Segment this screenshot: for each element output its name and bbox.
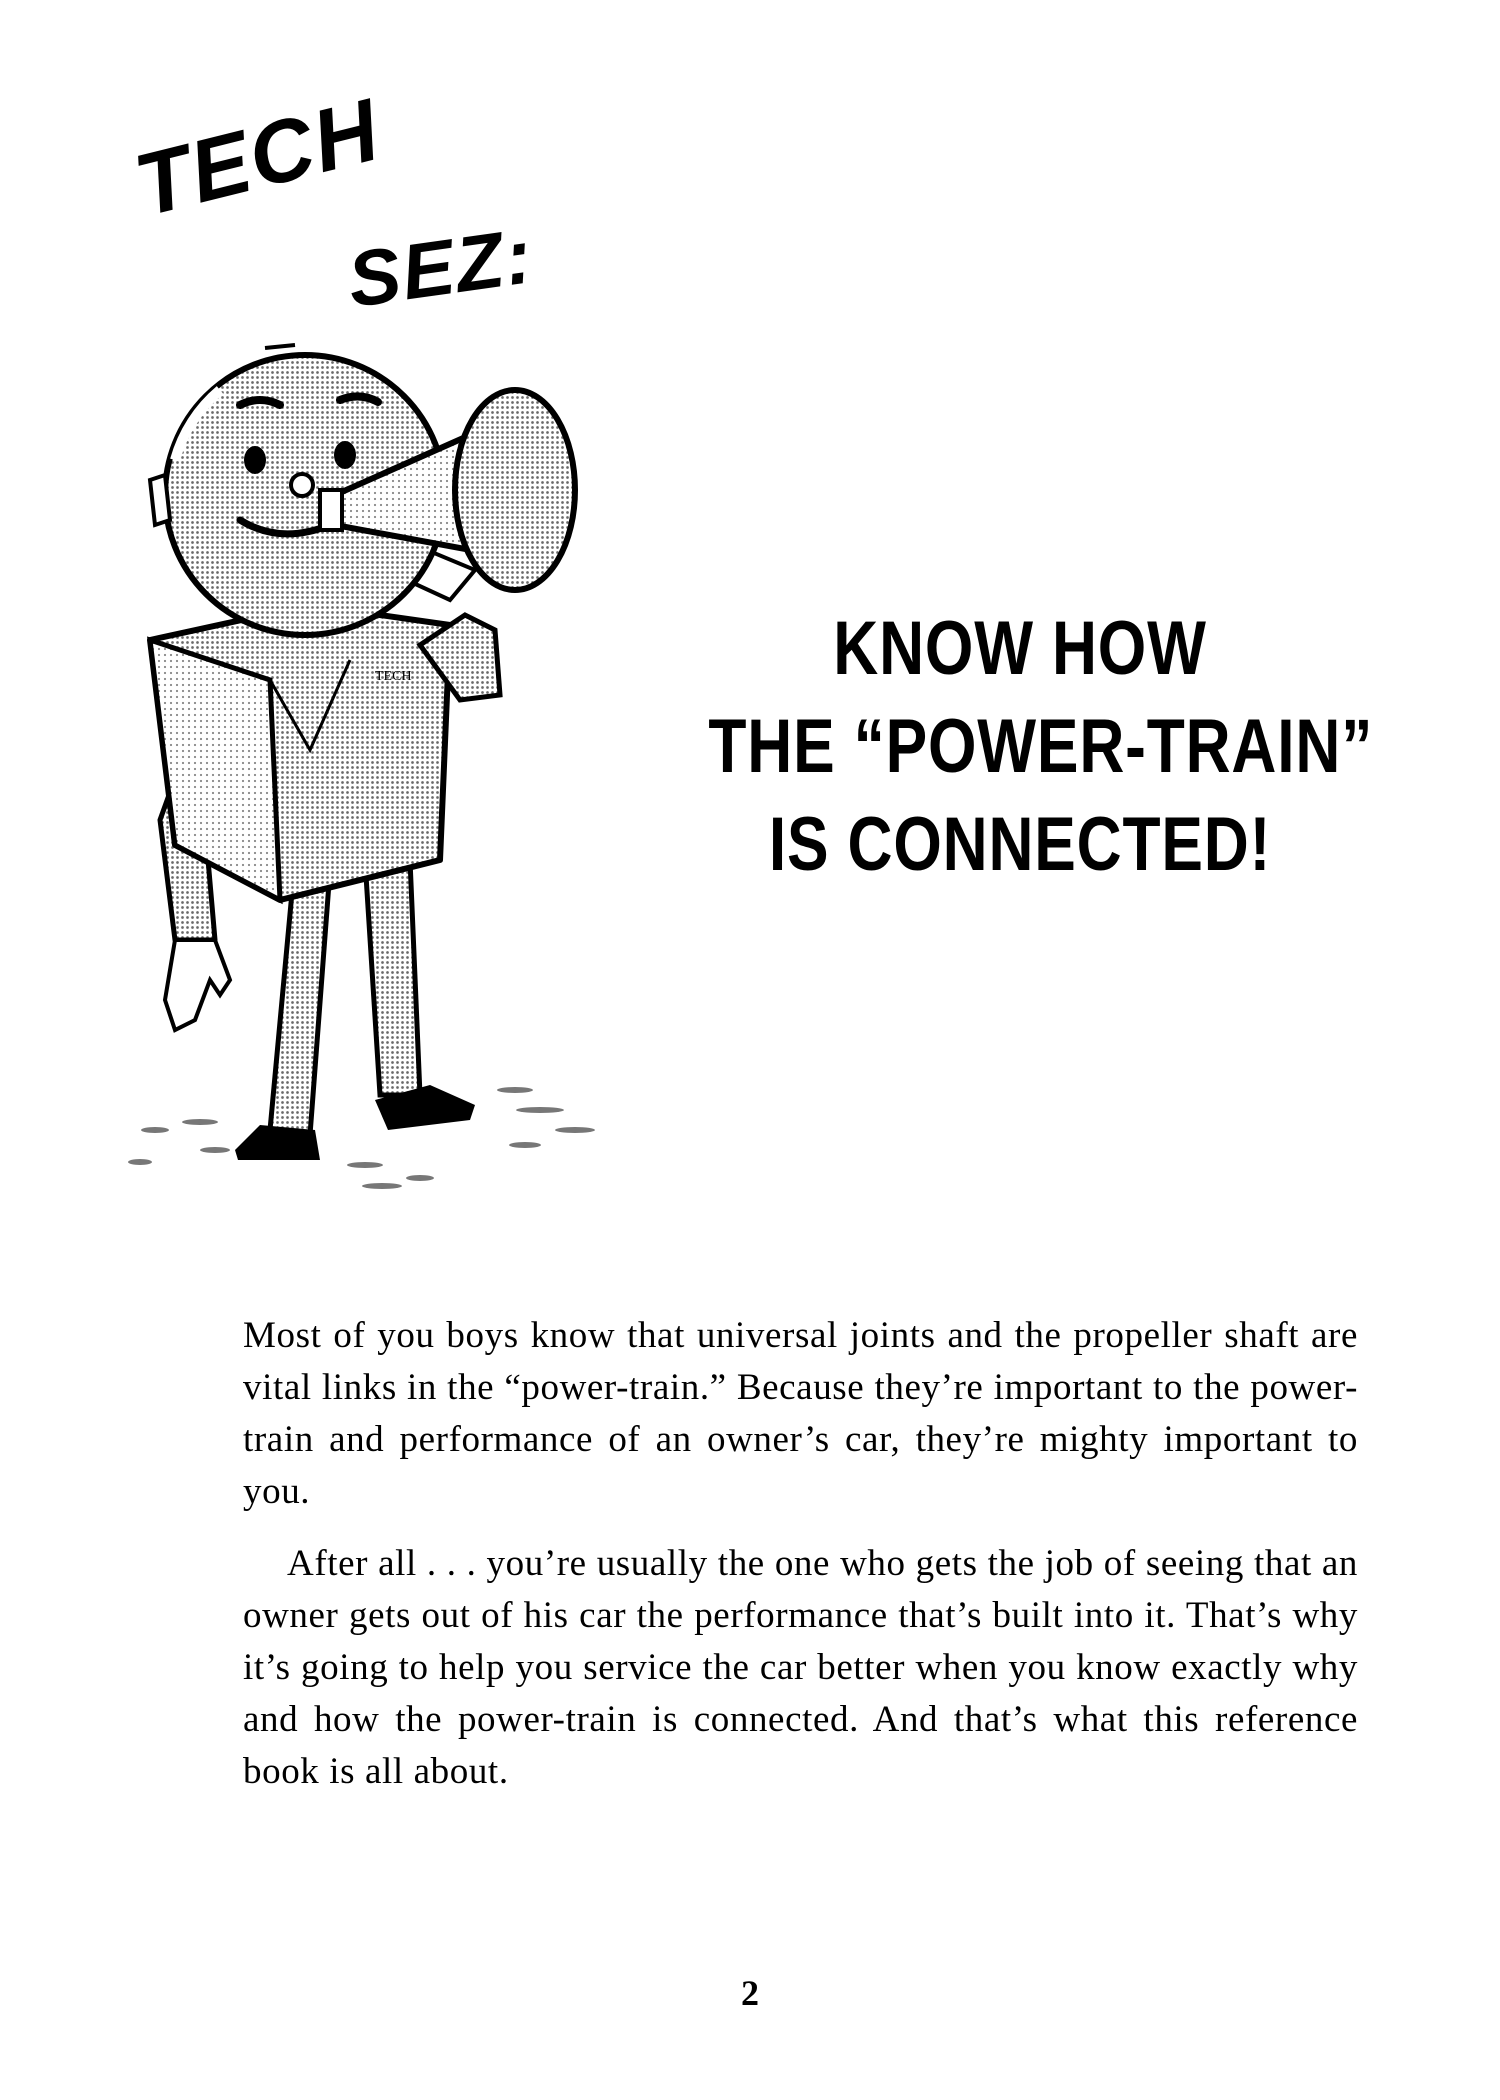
paragraph-1: Most of you boys know that universal joints and the propeller shaft are vital links in the “power-train.” Because they’re important to the power-train and performance of an owner’s car, they’re mighty important to you. — [243, 1315, 1358, 1512]
ground-marks — [128, 1087, 595, 1189]
chest-label: TECH — [375, 669, 412, 684]
headline-line-2: THE “POWER-TRAIN” — [708, 704, 1374, 789]
paragraph-2: After all . . . you’re usually the one who gets the job of seeing that an owner gets out of his car the performance that’s built into it. That’s why it’s going to help you service the car better when you know exactly why and how the power-train is connected. And that’s what this reference book is all about. — [243, 1543, 1358, 1792]
tech-word: TECH — [125, 79, 390, 236]
headline — [708, 600, 1374, 894]
page-number: 2 — [741, 1973, 759, 2013]
body-copy — [243, 1310, 1358, 1818]
headline-line-1: KNOW HOW — [833, 606, 1207, 691]
headline-line-3: IS CONNECTED! — [768, 802, 1272, 887]
tech-mascot-illustration — [120, 100, 680, 1210]
sez-word: SEZ: — [342, 211, 539, 325]
